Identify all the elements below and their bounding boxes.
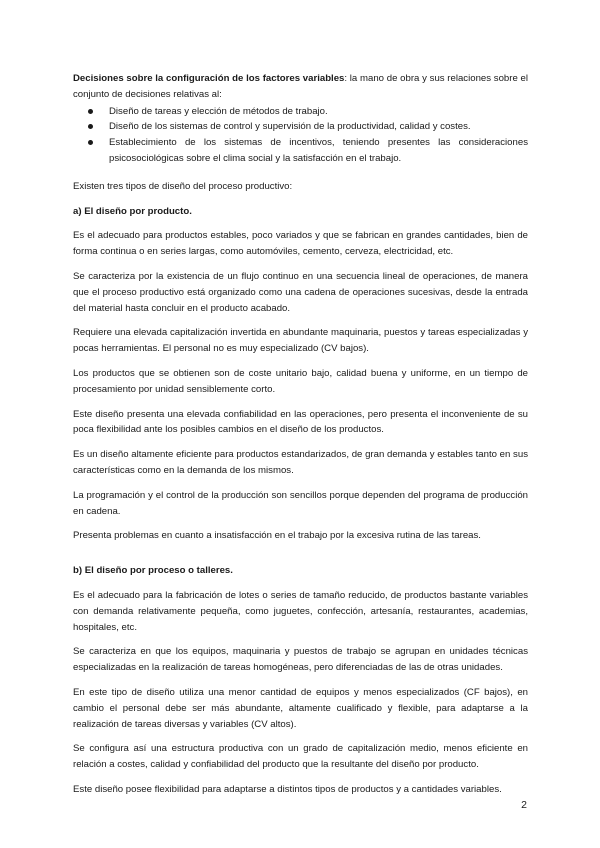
- section-a-paragraph: Este diseño presenta una elevada confiabilidad en las operaciones, pero presenta el inconveniente de su poca flexibilidad ante los posibles cambios en el diseño de los productos.: [73, 408, 528, 436]
- list-item-text: Establecimiento de los sistemas de incentivos, teniendo presentes las consideraciones psicosociológicas sobre el clima social y la satisfacción en el trabajo.: [109, 137, 528, 164]
- list-item: [73, 119, 528, 135]
- list-item: [73, 104, 528, 120]
- factors-intro-rest: : la mano de obra y sus relaciones sobre el conjunto de decisiones relativas al:: [73, 73, 528, 100]
- bullet-icon: [88, 140, 93, 145]
- section-b-paragraph: Este diseño posee flexibilidad para adaptarse a distintos tipos de productos y a cantidades variables.: [73, 783, 502, 795]
- section-a-paragraph: La programación y el control de la producción son sencillos porque dependen del programa de producción en cadena.: [73, 489, 528, 517]
- section-a-paragraph: Presenta problemas en cuanto a insatisfacción en el trabajo por la excesiva rutina de las tareas.: [73, 530, 481, 542]
- section-a-paragraph: Se caracteriza por la existencia de un flujo continuo en una secuencia lineal de operaciones, de manera que el proceso productivo está organizado como una cadena de operaciones sucesivas, desde la entrada del material hasta concluir en el producto acabado.: [73, 270, 528, 314]
- section-b-heading: b) El diseño por proceso o talleres.: [73, 565, 233, 577]
- list-item-text: Diseño de los sistemas de control y supervisión de la productividad, calidad y costes.: [109, 121, 471, 133]
- factors-intro-paragraph: [73, 71, 528, 103]
- page-number: 2: [521, 799, 527, 811]
- document-page: [73, 71, 528, 798]
- bullet-icon: [88, 109, 93, 114]
- section-a-paragraph: Los productos que se obtienen son de coste unitario bajo, calidad buena y uniforme, en un tiempo de procesamiento por unidad sensiblemente corto.: [73, 367, 528, 395]
- section-b-paragraph: Se caracteriza en que los equipos, maquinaria y puestos de trabajo se agrupan en unidades técnicas especializadas en la realización de tareas homogéneas, pero diferenciadas de las de otras unidades.: [73, 646, 528, 674]
- bullet-icon: [88, 124, 93, 129]
- section-a-paragraph: Requiere una elevada capitalización invertida en abundante maquinaria, puestos y tareas especializadas y pocas herramientas. El personal no es muy especializado (CV bajos).: [73, 327, 528, 355]
- section-b-paragraph: En este tipo de diseño utiliza una menor cantidad de equipos y menos especializados (CF bajos), en cambio el personal debe ser más abundante, altamente cualificado y flexible, para adaptarse a la realización de tareas diversas y variables (CV altos).: [73, 686, 528, 730]
- section-b-paragraph: Se configura así una estructura productiva con un grado de capitalización medio, menos eficiente en relación a costes, calidad y confiabilidad del producto que la resultante del diseño por producto.: [73, 743, 528, 771]
- types-intro-paragraph: Existen tres tipos de diseño del proceso productivo:: [73, 180, 293, 192]
- section-a-heading: a) El diseño por producto.: [73, 205, 192, 217]
- section-a-paragraph: Es el adecuado para productos estables, poco variados y que se fabrican en grandes cantidades, bien de forma continua o en series largas, como automóviles, cemento, cerveza, electricidad, etc.: [73, 230, 528, 258]
- section-a-paragraph: Es un diseño altamente eficiente para productos estandarizados, de gran demanda y estables tanto en sus características como en la demanda de los mismos.: [73, 449, 528, 476]
- factors-intro-lead: Decisiones sobre la configuración de los factores variables: [73, 73, 345, 84]
- list-item: [73, 135, 528, 167]
- decisions-bullet-list: [73, 104, 528, 167]
- section-b-paragraph: Es el adecuado para la fabricación de lotes o series de tamaño reducido, de productos bastante variables con demanda relativamente pequeña, como juguetes, confección, artesanía, restaurantes, academias, hospitales, etc.: [73, 589, 528, 633]
- list-item-text: Diseño de tareas y elección de métodos de trabajo.: [109, 105, 328, 117]
